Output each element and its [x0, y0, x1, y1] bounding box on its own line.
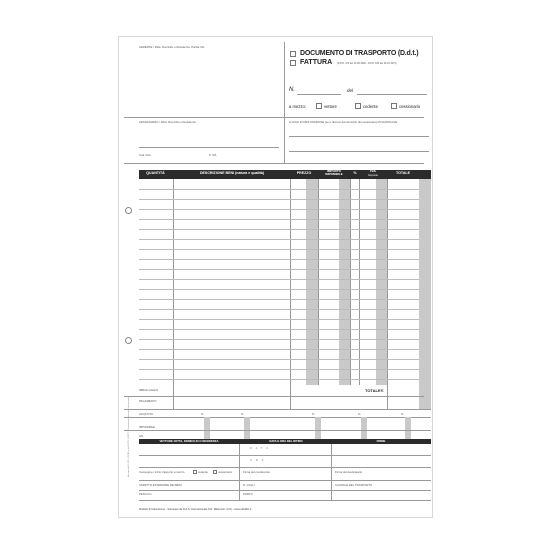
aliquota-label: ALIQUOTA — [139, 412, 153, 416]
totale-box[interactable] — [419, 385, 431, 409]
col-iva-importo: Importo — [367, 173, 379, 177]
table-row[interactable] — [139, 309, 419, 310]
colli-label: N. COLLI — [243, 483, 255, 487]
vat-shade-3 — [315, 417, 321, 439]
cessionario-checkbox[interactable] — [391, 103, 397, 109]
col-iva: IVA — [370, 169, 376, 173]
table-row[interactable] — [139, 199, 419, 200]
imponibile-line — [124, 430, 431, 431]
firma-destinatario-label: Firma del destinatario — [335, 470, 362, 474]
trasporto-text: Consegna o inizio trasporto a mezzo — [139, 470, 185, 474]
form-sheet — [118, 36, 433, 518]
col-divider-6 — [387, 179, 388, 409]
carrier-divider-4 — [331, 480, 332, 500]
peso-label: PESO KG — [139, 492, 152, 496]
ritiro-ora-slots: ORA — [250, 459, 268, 462]
aspetto-label: ASPETTO ESTERIORE DEI BENI — [139, 483, 182, 487]
table-row[interactable] — [139, 249, 419, 250]
col-quantita: QUANTITÀ — [146, 171, 165, 175]
col-iva-pct: % — [353, 171, 357, 175]
binder-hole-top — [125, 207, 132, 214]
doc-title-fattura: FATTURA — [300, 59, 333, 66]
date-label: del — [347, 88, 354, 93]
table-row[interactable] — [139, 339, 419, 340]
totale-shade — [419, 179, 431, 385]
table-row[interactable] — [139, 359, 419, 360]
table-row[interactable] — [139, 319, 419, 320]
pct-5: % — [401, 412, 404, 416]
destinazione-label: LUOGO DI DESTINAZIONE (se è diverso dal domicilio del cessionario) P.IVA/FISCALE — [289, 120, 398, 124]
iva-label: IVA — [139, 434, 144, 438]
currency-symbol: € — [381, 388, 384, 393]
pct-3: % — [312, 412, 315, 416]
firma-conducente-label: Firma del conducente — [243, 470, 270, 474]
ddt-checkbox[interactable] — [290, 51, 296, 57]
carrier-bottom-line — [139, 500, 431, 501]
doc-legal-note: (D.P.R. 472 del 14.08.1996 - D.P.R. 633 del 26.10.1972) — [337, 62, 397, 65]
doc-title-ddt: DOCUMENTO DI TRASPORTO (D.d.t.) — [300, 50, 419, 57]
data-ritiro-header: DATA E ORA DEL RITIRO — [269, 438, 303, 443]
causale-label: CAUSALE DEL TRASPORTO — [335, 483, 373, 487]
number-label: N. — [289, 87, 295, 93]
carrier-divider-3 — [239, 480, 240, 500]
col-divider-2 — [290, 179, 291, 409]
summary-line-2 — [124, 409, 431, 410]
destinazione-line-2[interactable] — [289, 151, 429, 152]
vat-shade-2 — [244, 417, 250, 439]
porto-label: PORTO — [243, 492, 253, 496]
trasporto-cedente-label: cedente — [198, 470, 208, 474]
table-row[interactable] — [139, 329, 419, 330]
col-descrizione: DESCRIZIONE BENI (natura e qualità) — [199, 171, 265, 175]
table-row[interactable] — [139, 209, 419, 210]
table-row[interactable] — [139, 229, 419, 230]
header-divider — [284, 42, 285, 164]
aliquota-line — [124, 417, 431, 418]
col-importo: IMPORTO IMPONIBILE — [325, 169, 343, 177]
col-prezzo: PREZZO — [296, 171, 312, 175]
imballaggio-label: IMBALLAGGIO — [139, 388, 159, 392]
carrier-divider-2 — [331, 444, 332, 480]
number-field[interactable] — [297, 94, 341, 95]
printer-credit: Modello di fatturazione - Stampato da N.A.S. Internazionale S.R. Milano/Ist. (CO) - www.ediuffici.it — [139, 508, 252, 511]
header-bottom-line — [124, 163, 424, 164]
totale-label: TOTALE — [365, 388, 381, 393]
col-divider-1 — [173, 179, 174, 409]
pct-4: % — [358, 412, 361, 416]
summary-line-1 — [124, 396, 424, 397]
cedente-label: cedente — [363, 104, 378, 109]
vat-shade-4 — [361, 417, 367, 439]
ritiro-data-slots: DATA — [250, 447, 273, 450]
carrier-row-4 — [139, 490, 431, 491]
pct-2: % — [241, 412, 244, 416]
trasporto-cessionario-checkbox[interactable] — [213, 470, 217, 474]
table-row[interactable] — [139, 369, 419, 370]
cessionario-line[interactable] — [139, 147, 279, 148]
col-totale: TOTALE — [395, 171, 411, 175]
binder-hole-bottom — [125, 337, 132, 344]
trasporto-cessionario-label: cessionario — [218, 470, 233, 474]
fattura-checkbox[interactable] — [290, 60, 296, 66]
legal-side-note: Ai sensi del D.P.R. 472/96 e del D.P.R. 633/72 - Conservare il presente documento — [128, 396, 130, 477]
table-row[interactable] — [139, 289, 419, 290]
carrier-row-1[interactable] — [139, 455, 431, 456]
table-row[interactable] — [139, 189, 419, 190]
cessionario-label: CESSIONARIO / Ditta, Domicilio o Residenza — [139, 120, 196, 124]
destinazione-line-1[interactable] — [289, 136, 429, 137]
vettore-checkbox[interactable] — [316, 103, 322, 109]
table-row[interactable] — [139, 239, 419, 240]
carrier-row-2[interactable] — [139, 467, 431, 468]
vat-shade-1 — [204, 417, 210, 439]
mittente-label: CEDENTE / Ditta, Domicilio o Residenza, Partita IVA — [139, 45, 205, 49]
trasporto-cedente-checkbox[interactable] — [193, 470, 197, 474]
vettori-header: VETTORE: DITTA, DOMICILIO O RESIDENZA — [159, 438, 219, 443]
transport-label: a mezzo: — [289, 104, 306, 109]
carrier-divider-1 — [239, 444, 240, 480]
imponibile-label: IMPONIBILE — [139, 425, 156, 429]
date-field[interactable] — [357, 94, 427, 95]
header-separator — [124, 117, 424, 118]
table-row[interactable] — [139, 379, 419, 380]
table-row[interactable] — [139, 269, 419, 270]
carrier-row-3 — [139, 480, 431, 481]
codfisc-label: Cod. Fisc. — [139, 153, 152, 157]
piva-label: P. IVA — [209, 153, 217, 157]
table-row[interactable] — [139, 259, 419, 260]
table-row[interactable] — [139, 349, 419, 350]
table-row[interactable] — [139, 279, 419, 280]
vat-shade-5 — [405, 417, 411, 439]
pct-1: % — [201, 412, 204, 416]
table-row[interactable] — [139, 219, 419, 220]
pagamento-label: PAGAMENTO — [139, 399, 157, 403]
cessionario-option-label: cessionario — [399, 104, 421, 109]
firme-header: FIRME — [376, 438, 386, 443]
cedente-checkbox[interactable] — [355, 103, 361, 109]
table-row[interactable] — [139, 299, 419, 300]
vettore-label: vettore — [324, 104, 337, 109]
